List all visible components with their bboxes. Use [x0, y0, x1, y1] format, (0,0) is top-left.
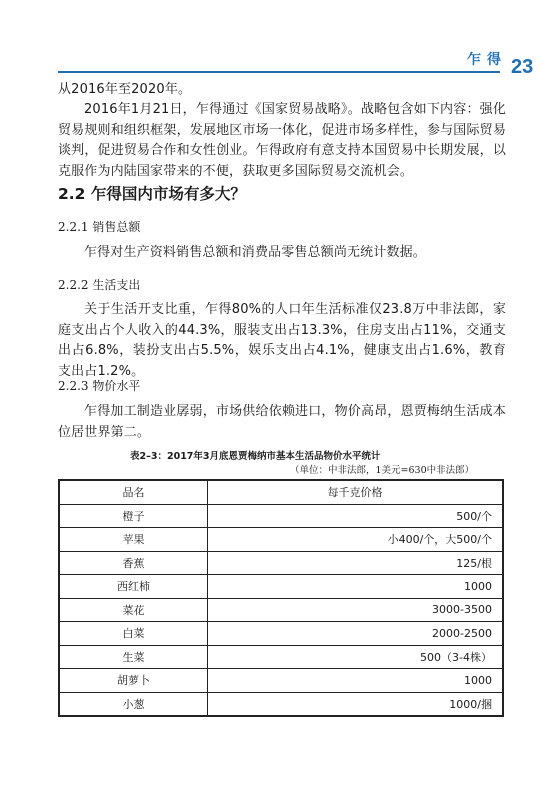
table-row — [59, 528, 503, 552]
table-row — [59, 645, 503, 669]
running-header-country: 乍得 — [467, 52, 507, 68]
cell-price: 125/根 — [208, 551, 504, 575]
table-row — [59, 669, 503, 693]
cell-price: 2000-2500 — [208, 622, 504, 646]
subsection-heading-living: 2.2.2 生活支出 — [58, 278, 141, 292]
paragraph-living: 关于生活开支比重，乍得80%的人口年生活标准仅23.8万中非法郎，家庭支出占个人收入的44.3%，服装支出占13.3%，住房支出占11%，交通支出占6.8%，装扮支出占5.5%，娱乐支出占4.1%，健康支出占1.6%，教育支出占1.2%。 — [58, 302, 506, 379]
header-rule — [58, 71, 500, 73]
table-row — [59, 575, 503, 599]
cell-price: 500/个 — [208, 504, 504, 528]
table-caption: 表2–3：2017年3月底恩贾梅纳市基本生活品物价水平统计 — [130, 451, 381, 462]
table-header-row — [59, 480, 503, 504]
table-unit-note: （单位：中非法郎，1美元=630中非法郎） — [290, 465, 475, 476]
table-row — [59, 504, 503, 528]
cell-item: 白菜 — [59, 622, 208, 646]
cell-item: 生菜 — [59, 645, 208, 669]
price-table — [58, 479, 504, 717]
cell-item: 胡萝卜 — [59, 669, 208, 693]
cell-price: 1000 — [208, 669, 504, 693]
table-row — [59, 598, 503, 622]
cell-item: 西红柿 — [59, 575, 208, 599]
table-row — [59, 622, 503, 646]
cell-item: 橙子 — [59, 504, 208, 528]
table-row — [59, 551, 503, 575]
column-header-item: 品名 — [59, 480, 208, 504]
cell-price: 1000/捆 — [208, 692, 504, 716]
subsection-heading-sales: 2.2.1 销售总额 — [58, 220, 141, 234]
subsection-heading-prices: 2.2.3 物价水平 — [58, 379, 141, 393]
paragraph-intro: 从2016年至2020年。 — [58, 82, 192, 97]
cell-item: 小葱 — [59, 692, 208, 716]
cell-item: 香蕉 — [59, 551, 208, 575]
cell-price: 3000-3500 — [208, 598, 504, 622]
paragraph-sales: 乍得对生产资料销售总额和消费品零售总额尚无统计数据。 — [84, 245, 426, 260]
cell-price: 500（3-4株） — [208, 645, 504, 669]
table-row — [59, 692, 503, 716]
page-number: 23 — [511, 56, 534, 78]
cell-item: 菜花 — [59, 598, 208, 622]
paragraph-trade-strategy: 2016年1月21日，乍得通过《国家贸易战略》。战略包含如下内容：强化贸易规则和组织框架，发展地区市场一体化，促进市场多样性，参与国际贸易谈判，促进贸易合作和女性创业。乍得政府有意支持本国贸易中长期发展，以克服作为内陆国家带来的不便，获取更多国际贸易交流机会。 — [58, 102, 506, 179]
cell-item: 苹果 — [59, 528, 208, 552]
cell-price: 1000 — [208, 575, 504, 599]
paragraph-prices: 乍得加工制造业孱弱，市场供给依赖进口，物价高昂，恩贾梅纳生活成本位居世界第二。 — [58, 404, 506, 440]
column-header-price: 每千克价格 — [208, 480, 504, 504]
section-heading: 2.2 乍得国内市场有多大？ — [58, 185, 246, 203]
cell-price: 小400/个，大500/个 — [208, 528, 504, 552]
